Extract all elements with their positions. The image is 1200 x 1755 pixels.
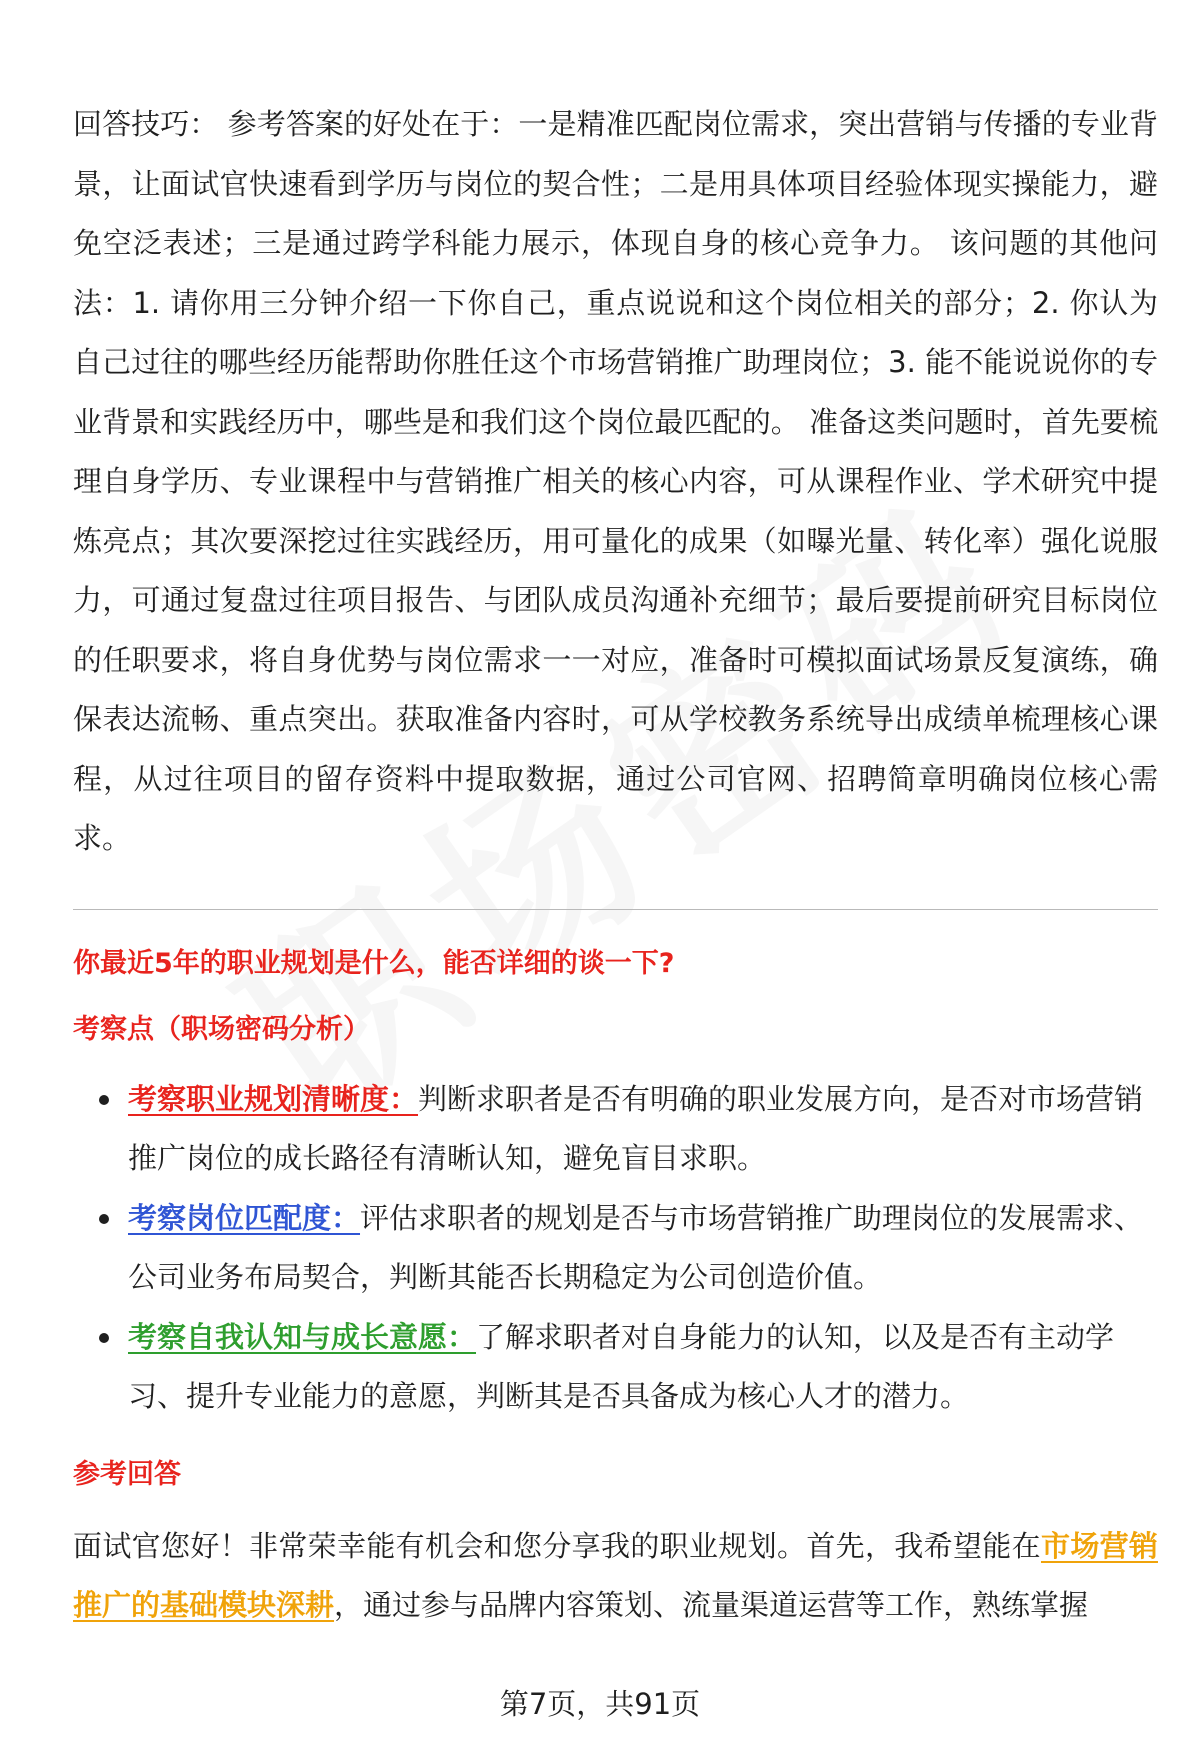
- page-footer: 第7页，共91页: [499, 1687, 701, 1721]
- answer-paragraph: [73, 1517, 1158, 1636]
- analysis-text: 判断求职者是否有明确的职业发展方向，是否对市场营销推广岗位的成长路径有清晰认知，避免盲目求职。: [128, 1081, 1144, 1175]
- analysis-keyword: 考察自我认知与成长意愿：: [128, 1319, 477, 1354]
- analysis-list: [73, 1070, 1158, 1427]
- answer-heading: 参考回答: [73, 1458, 181, 1490]
- analysis-text: 评估求职者的规划是否与市场营销推广助理岗位的发展需求、公司业务布局契合，判断其能否长期稳定为公司创造价值。: [128, 1200, 1144, 1294]
- analysis-keyword: 考察职业规划清晰度：: [128, 1081, 419, 1116]
- bullet-dot-icon: [99, 1214, 109, 1224]
- intro-paragraph: 回答技巧： 参考答案的好处在于：一是精准匹配岗位需求，突出营销与传播的专业背景，让面试官快速看到学历与岗位的契合性；二是用具体项目经验体现实操能力，避免空泛表述；三是通过跨学科能力展示，体现自身的核心竞争力。 该问题的其他问法：1. 请你用三分钟介绍一下你自己，重点说说和这个岗位相关的部分；2. 你认为自己过往的哪些经历能帮助你胜任这个市场营销推广助理岗位；3. 能不能说说你的专业背景和实践经历中，哪些是和我们这个岗位最匹配的。 准备这类问题时，首先要梳理自身学历、专业课程中与营销推广相关的核心内容，可从课程作业、学术研究中提炼亮点；其次要深挖过往实践经历，用可量化的成果（如曝光量、转化率）强化说服力，可通过复盘过往项目报告、与团队成员沟通补充细节；最后要提前研究目标岗位的任职要求，将自身优势与岗位需求一一对应，准备时可模拟面试场景反复演练，确保表达流畅、重点突出。获取准备内容时，可从学校教务系统导出成绩单梳理核心课程，从过往项目的留存资料中提取数据，通过公司官网、招聘简章明确岗位核心需求。: [73, 107, 1158, 855]
- analysis-heading: 考察点（职场密码分析）: [73, 1013, 370, 1045]
- analysis-keyword: 考察岗位匹配度：: [128, 1200, 361, 1235]
- analysis-item: [73, 1070, 1158, 1189]
- analysis-item: [73, 1308, 1158, 1427]
- bullet-dot-icon: [99, 1095, 109, 1105]
- answer-text-before: 面试官您好！非常荣幸能有机会和您分享我的职业规划。首先，我希望能在: [73, 1528, 1041, 1563]
- analysis-text: 了解求职者对自身能力的认知，以及是否有主动学习、提升专业能力的意愿，判断其是否具备成为核心人才的潜力。: [128, 1319, 1115, 1413]
- document-page: [73, 95, 1158, 1636]
- answer-text-after: ，通过参与品牌内容策划、流量渠道运营等工作，熟练掌握: [334, 1588, 1089, 1622]
- bullet-dot-icon: [99, 1333, 109, 1343]
- section-divider: [73, 909, 1158, 910]
- question-heading: 你最近5年的职业规划是什么，能否详细的谈一下?: [73, 947, 675, 979]
- answer-highlight: 市场营销推广的基础模块深耕: [73, 1528, 1158, 1622]
- analysis-item: [73, 1189, 1158, 1308]
